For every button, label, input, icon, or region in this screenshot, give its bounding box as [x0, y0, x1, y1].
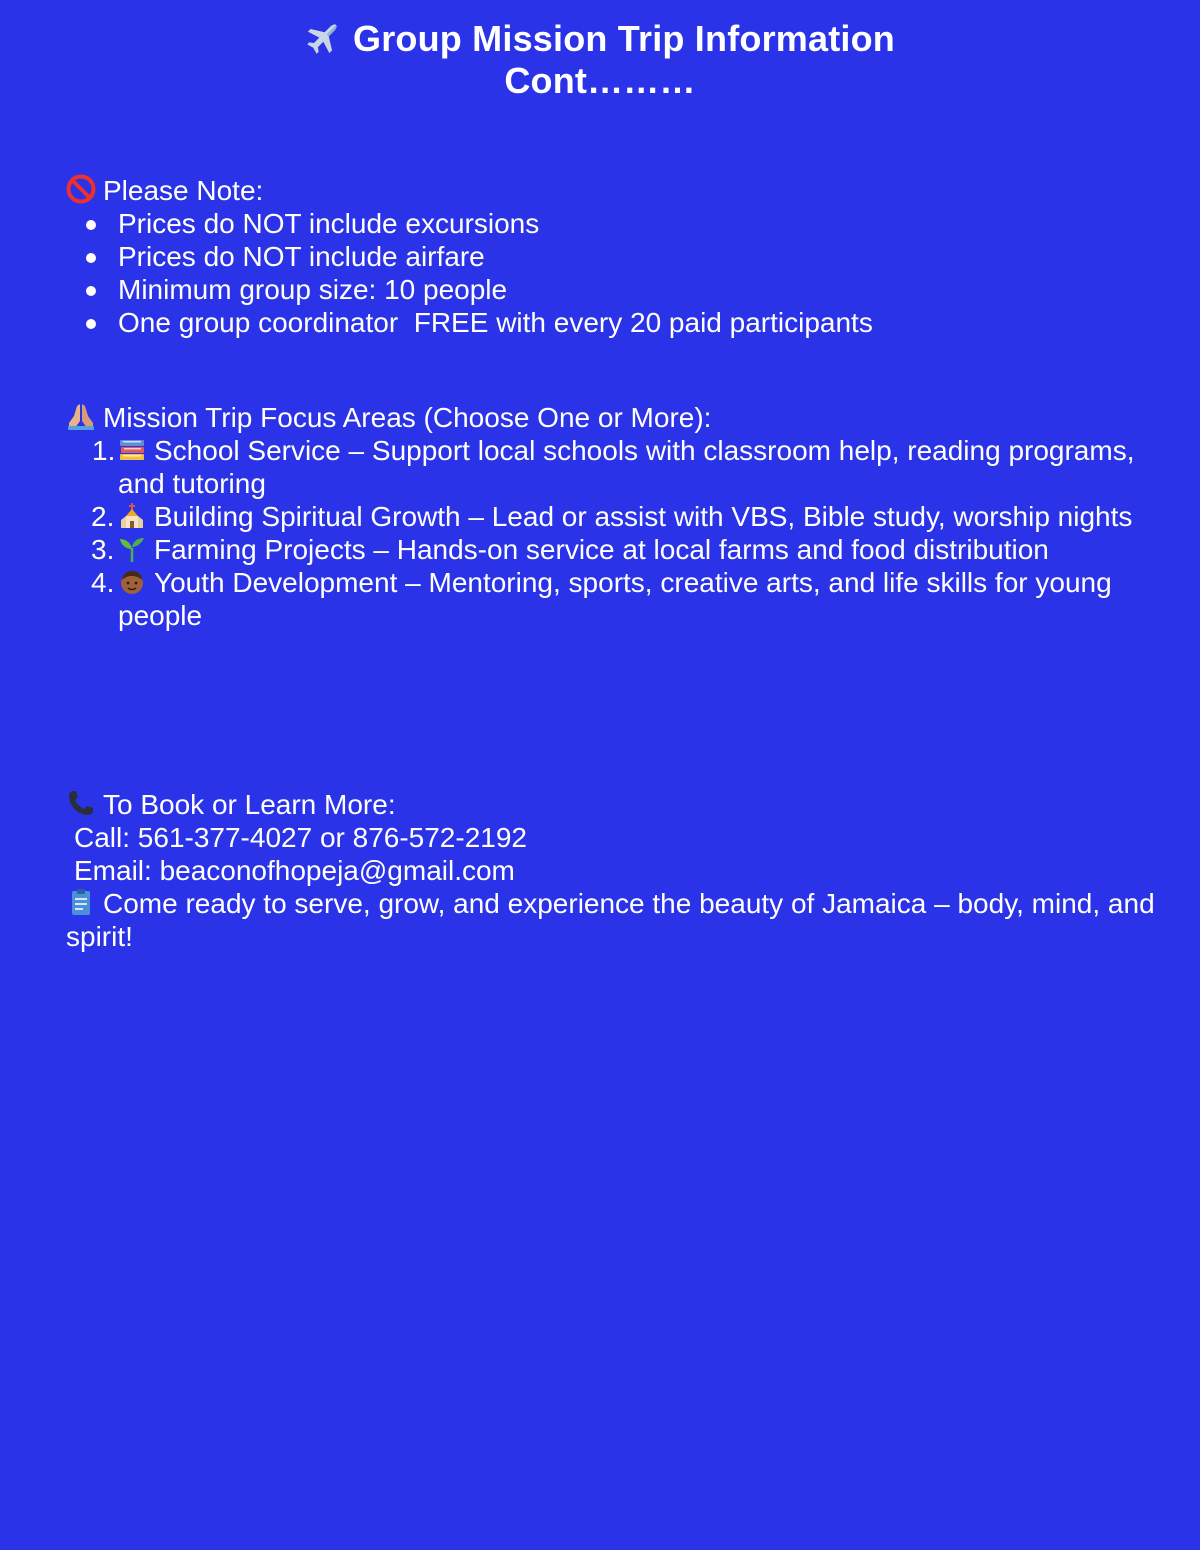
prohibited-icon [66, 174, 96, 204]
closing-message [66, 887, 1166, 953]
list-item [66, 500, 1166, 533]
contact-heading-label: To Book or Learn More: [103, 789, 396, 820]
seedling-icon [118, 535, 146, 563]
focus-areas-label: Mission Trip Focus Areas (Choose One or More): [103, 402, 712, 433]
please-note-list [66, 207, 1166, 339]
list-item-text: One group coordinator FREE with every 20 paid participants [118, 307, 873, 338]
list-number: 3. [91, 534, 115, 565]
page-title [0, 18, 1200, 102]
list-number: 4. [91, 567, 115, 598]
email-address: Email: beaconofhopeja@gmail.com [74, 855, 515, 886]
list-item [66, 240, 1166, 273]
list-number: 1. [92, 435, 116, 466]
contact-heading [66, 788, 1166, 821]
child-icon [118, 568, 146, 596]
list-item-text: Building Spiritual Growth – Lead or assist with VBS, Bible study, worship nights [154, 501, 1133, 532]
list-item [66, 306, 1166, 339]
airplane-icon [305, 18, 343, 56]
bullet-icon [86, 253, 96, 263]
focus-areas-list [66, 434, 1166, 632]
books-icon [118, 436, 146, 464]
contact-section [66, 788, 1166, 953]
title-text-2: Cont……… [504, 60, 696, 101]
list-item [66, 273, 1166, 306]
bullet-icon [86, 220, 96, 230]
focus-areas-section [66, 401, 1166, 632]
list-item-text: Prices do NOT include airfare [118, 241, 485, 272]
list-number: 2. [91, 501, 115, 532]
list-item-text: Minimum group size: 10 people [118, 274, 508, 305]
list-item-text: Youth Development – Mentoring, sports, creative arts, and life skills for young people [118, 567, 1112, 631]
list-item [66, 533, 1166, 566]
list-item [66, 434, 1166, 500]
title-text-1: Group Mission Trip Information [353, 18, 895, 59]
list-item-text: Prices do NOT include excursions [118, 208, 540, 239]
bullet-icon [86, 286, 96, 296]
list-item [66, 207, 1166, 240]
title-line-1 [0, 18, 1200, 60]
list-item [66, 566, 1166, 632]
church-icon [118, 502, 146, 530]
please-note-heading [66, 174, 1166, 207]
list-item-text: Farming Projects – Hands-on service at local farms and food distribution [154, 534, 1049, 565]
focus-areas-heading [66, 401, 1166, 434]
telephone-icon [66, 788, 96, 818]
bullet-icon [86, 319, 96, 329]
please-note-label: Please Note: [103, 175, 264, 206]
please-note-section [66, 174, 1166, 339]
list-item-text: School Service – Support local schools with classroom help, reading programs, and tutoring [118, 435, 1135, 499]
clipboard-icon [66, 887, 96, 917]
closing-text: Come ready to serve, grow, and experience the beauty of Jamaica – body, mind, and spirit! [66, 888, 1155, 952]
praying-hands-icon [66, 401, 96, 431]
phone-numbers: Call: 561-377-4027 or 876-572-2192 [74, 822, 527, 853]
